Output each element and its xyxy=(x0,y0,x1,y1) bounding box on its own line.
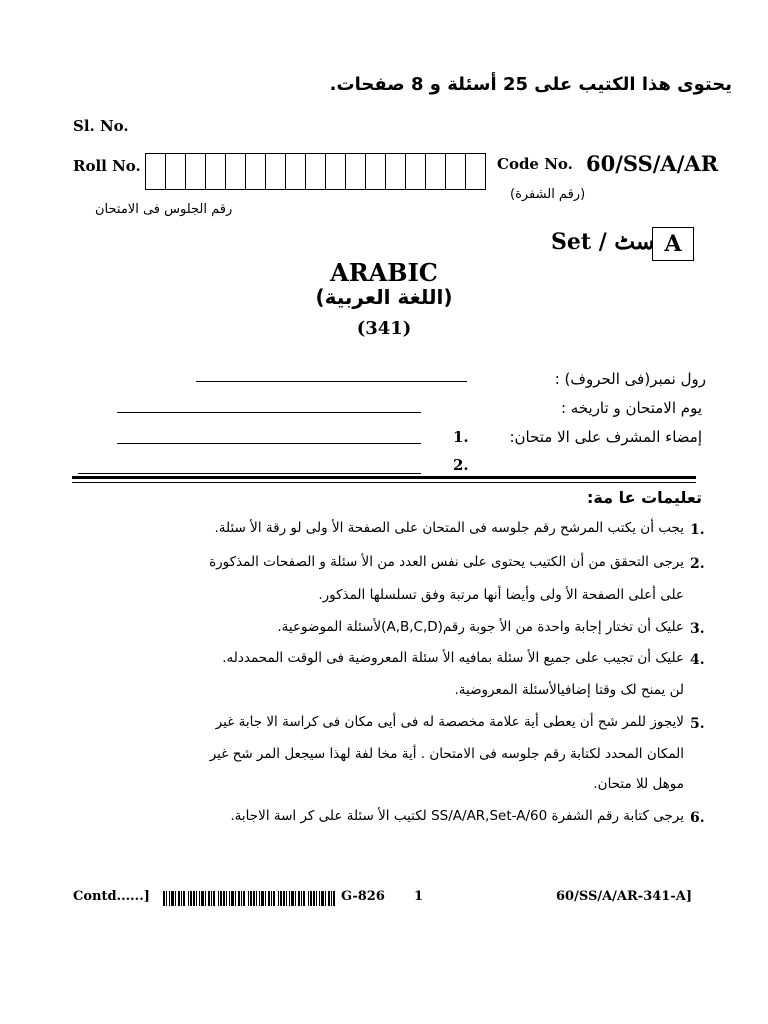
instruction-5-number: 5. xyxy=(690,716,705,732)
signature-2-line[interactable] xyxy=(78,473,421,474)
footer-document-code: G-826 xyxy=(341,889,385,904)
subject-code: (341) xyxy=(356,318,412,339)
footer-continued: Contd......] xyxy=(73,889,150,904)
signature-2-number: 2. xyxy=(453,456,469,474)
instruction-4-text-line1: عليک أن تجيب على جميع الأ سئلة بمافيه الأ سئلة المعروضية فى الوقت المحمددله. xyxy=(222,650,684,666)
roll-in-words-label: رول نمبر(فى الحروف) : xyxy=(554,370,706,388)
code-number-arabic-label: (رقم الشفرة) xyxy=(510,187,586,202)
instruction-6-text: يرجى كتابة رقم الشفرة 60/SS/A/AR,Set-A لكتيب الأ سئلة على كر اسة الاجابة. xyxy=(230,808,684,824)
booklet-info-note: يحتوى هذا الكتيب على 25 أسئلة و 8 صفحات. xyxy=(329,74,732,95)
section-divider-thick xyxy=(72,476,696,479)
code-number-label: Code No. xyxy=(497,155,573,173)
roll-number-label: Roll No. xyxy=(73,157,141,175)
instruction-1-text: يجب أن يكتب المرشح رقم جلوسه فى المتحان على الصفحة الأ ولى لو رقة الأ سئلة. xyxy=(214,520,684,536)
instruction-5-text-line1: لايجوز للمر شح أن يعطى أية علامة مخصصة له فى أيى مكان فى كراسة الا جابة غير xyxy=(215,714,684,730)
section-divider-thin xyxy=(72,482,696,483)
instruction-2-number: 2. xyxy=(690,556,705,572)
invigilator-signature-label: إمضاء المشرف على الا متحان: xyxy=(509,428,702,446)
roll-number-arabic-label: رقم الجلوس فى الامتحان xyxy=(95,202,233,217)
instruction-2-text-line2: على أعلى الصفحة الأ ولى وأيضا أنها مرتبة وفق تسلسلها المذكور. xyxy=(318,587,684,603)
set-label: Set / سٹ xyxy=(551,229,655,255)
roll-number-boxes[interactable] xyxy=(146,153,486,190)
barcode-icon xyxy=(163,891,335,906)
serial-number-label: Sl. No. xyxy=(73,117,129,135)
set-value-box: A xyxy=(652,227,694,261)
footer-page-number: 1 xyxy=(414,889,424,904)
instructions-title: تعليمات عا مة: xyxy=(587,488,702,507)
instruction-2-text-line1: يرجى التحقق من أن الكتيب يحتوى على نفس العدد من الأ سئلة و الصفحات المذكورة xyxy=(209,554,684,570)
footer-paper-code: 60/SS/A/AR-341-A] xyxy=(556,889,692,904)
signature-1-line[interactable] xyxy=(117,443,421,444)
instruction-6-number: 6. xyxy=(690,810,705,826)
instruction-3-text: عليک أن تختار إجابة واحدة من الأ جوبة رقم(A,B,C,D)لأسئلة الموضوعية. xyxy=(277,619,684,635)
instruction-5-text-line2: المكان المحدد لكتابة رقم جلوسه فى الامتحان . أية مخا لفة لهذا سيجعل المر شح غير xyxy=(209,746,684,762)
instruction-5-text-line3: موهل للا متحان. xyxy=(593,776,684,792)
instruction-4-text-line2: لن يمنح لک وقتا إضافيالأسئلة المعروضية. xyxy=(454,682,684,698)
signature-1-number: 1. xyxy=(453,428,469,446)
code-number-value: 60/SS/A/AR xyxy=(586,151,719,176)
instruction-1-number: 1. xyxy=(690,522,705,538)
instruction-4-number: 4. xyxy=(690,652,705,668)
exam-date-line[interactable] xyxy=(117,412,421,413)
instruction-3-number: 3. xyxy=(690,621,705,637)
exam-date-label: يوم الامتحان و تاريخه : xyxy=(560,399,702,417)
subject-title-english: ARABIC xyxy=(330,258,438,287)
roll-in-words-line[interactable] xyxy=(196,381,467,382)
subject-title-arabic: (اللغة العربية) xyxy=(315,285,453,309)
